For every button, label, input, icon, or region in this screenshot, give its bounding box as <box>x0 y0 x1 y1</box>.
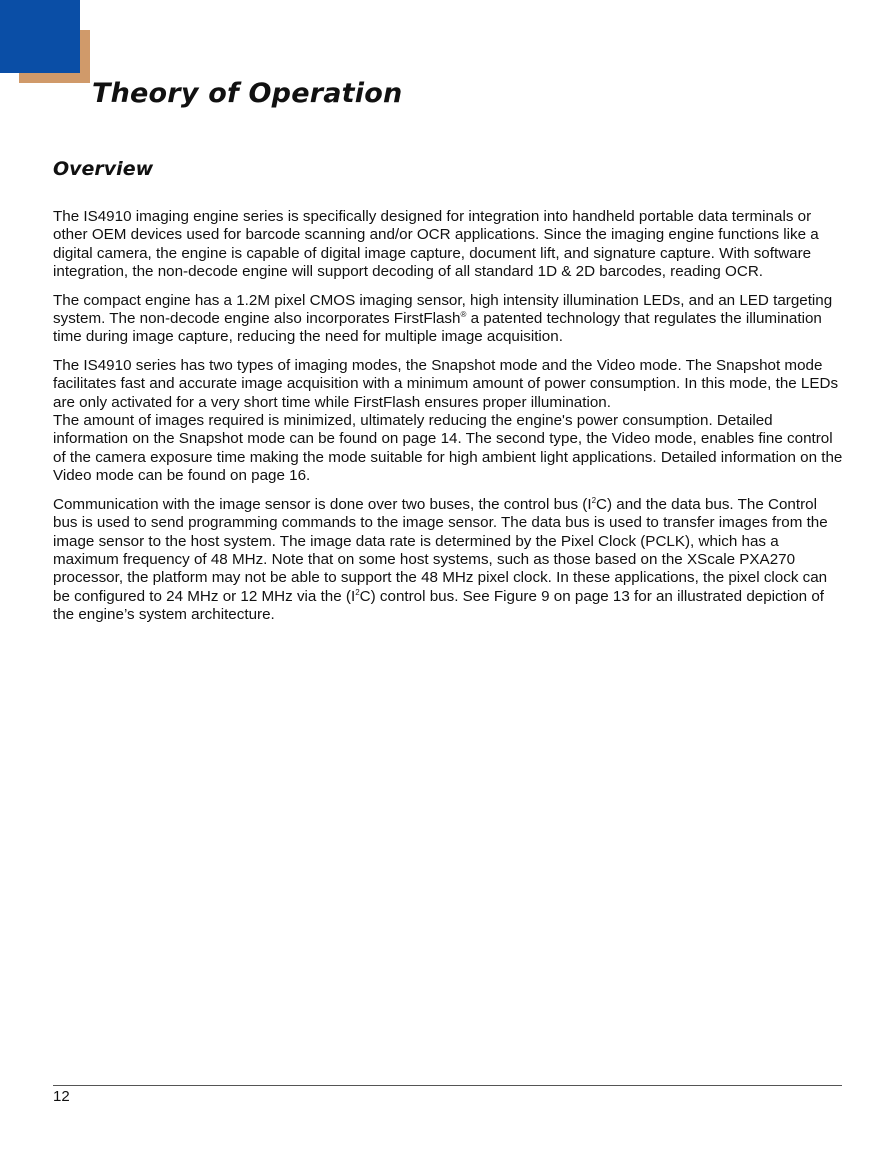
page-number: 12 <box>53 1088 70 1105</box>
footer-rule <box>53 1085 842 1086</box>
paragraph-4 <box>53 496 843 625</box>
paragraph-4-text-cont: C) and the data bus. The Control bus is used to send programming commands to the image sensor. The data bus is used to transfer images from the image sensor to the host system. The image data rate is determined by the Pixel Clock (PCLK), which has a maximum frequency of 48 MHz. Note that on some host systems, such as those based on the XScale PXA270 processor, the platform may not be able to support the 48 MHz pixel clock. In these applications, the pixel clock can be configured to 24 MHz or 12 MHz via the (I <box>53 495 828 605</box>
paragraph-3-text: The IS4910 series has two types of imaging modes, the Snapshot mode and the Video mode. The Snapshot mode facilitates fast and accurate image acquisition with a minimum amount of power consumption. In this mode, the LEDs are only activated for a very short time while FirstFlash ensures proper illumination. <box>53 356 839 411</box>
paragraph-4-text-end: C) control bus. See Figure 9 on page 13 for an illustrated depiction of the engine’s system architecture. <box>53 587 824 624</box>
logo-blue-square <box>0 0 80 73</box>
paragraph-4-text: Communication with the image sensor is done over two buses, the control bus (I <box>53 495 592 513</box>
paragraph-2 <box>53 292 843 347</box>
body-text <box>53 208 843 635</box>
section-heading: Overview <box>53 158 154 180</box>
paragraph-2-text-cont: a patented technology that regulates the illumination time during image capture, reducing the need for multiple image acquisition. <box>53 310 822 346</box>
chapter-title: Theory of Operation <box>92 78 403 109</box>
registered-mark: ® <box>460 310 467 320</box>
paragraph-1: The IS4910 imaging engine series is specifically designed for integration into handheld portable data terminals or other OEM devices used for barcode scanning and/or OCR applications. Since the imaging engine functions like a digital camera, the engine is capable of digital image capture, document lift, and signature capture. With software integration, the non-decode engine will support decoding of all standard 1D & 2D barcodes, reading OCR. <box>53 208 819 281</box>
superscript-2: 2 <box>591 495 597 505</box>
paragraph-2-text: The compact engine has a 1.2M pixel CMOS imaging sensor, high intensity illumination LEDs, and an LED targeting system. The non-decode engine also incorporates FirstFlash <box>53 291 833 328</box>
paragraph-3 <box>53 357 843 486</box>
superscript-2: 2 <box>355 587 360 597</box>
paragraph-3-text-cont: The amount of images required is minimized, ultimately reducing the engine's power consumption. Detailed information on the Snapshot mode can be found on page 14. The second type, the Video mode, enables fine control of the camera exposure time making the mode suitable for high ambient light applications. Detailed information on the Video mode can be found on page 16. <box>53 412 843 485</box>
